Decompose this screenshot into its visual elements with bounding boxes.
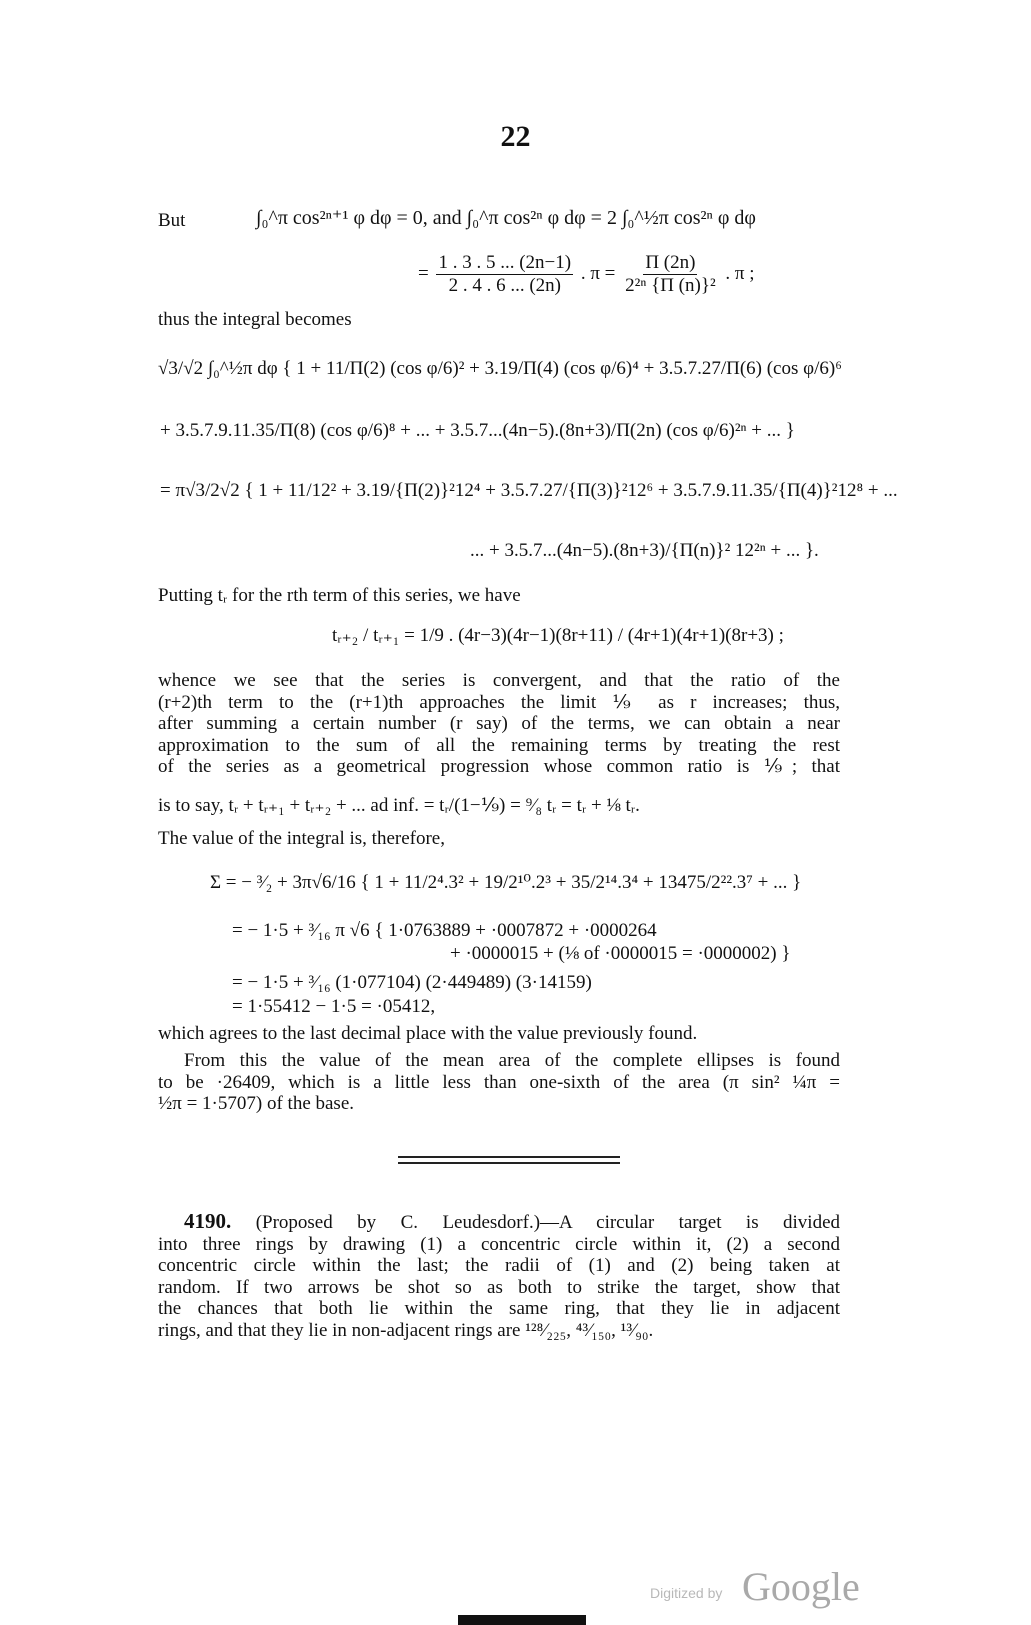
- google-logo: Google: [742, 1564, 860, 1609]
- problem-line: into three rings by drawing (1) a concentric circle within it, (2) a second: [158, 1233, 840, 1255]
- whence-line: (r+2)th term to the (r+1)th approaches the limit ⅑ as r increases; thus,: [158, 691, 840, 713]
- problem-line: rings, and that they lie in non-adjacent rings are ¹²⁸⁄₂₂₅, ⁴³⁄₁₅₀, ¹³⁄₉₀.: [158, 1319, 654, 1341]
- text-value: The value of the integral is, therefore,: [158, 828, 445, 849]
- series-line-1: √3/√2 ∫₀^½π dφ { 1 + 11/Π(2) (cos φ/6)² + 3.19/Π(4) (cos φ/6)⁴ + 3.5.7.27/Π(6) (cos φ/6)⁶: [158, 358, 842, 379]
- separator-rule-top: [398, 1156, 620, 1158]
- bottom-edge-mark: [458, 1615, 586, 1625]
- is-to-say-equation: is to say, tᵣ + tᵣ₊₁ + tᵣ₊₂ + ... ad inf. = tᵣ/(1−⅑) = ⁹⁄₈ tᵣ = tᵣ + ⅛ tᵣ.: [158, 795, 640, 816]
- eq1-frac-pi: $\frac{\Pi (2n)}{\text{2²ⁿ \{Π (n)\}²}}$: [625, 252, 716, 296]
- problem-line-1: 4190. (Proposed by C. Leudesdorf.)—A circular target is divided: [184, 1209, 841, 1233]
- eq1-integrals: ∫₀^π cos²ⁿ⁺¹ φ dφ = 0, and ∫₀^π cos²ⁿ φ dφ = 2 ∫₀^½π cos²ⁿ φ dφ: [256, 207, 756, 229]
- series-line-3: = π√3/2√2 { 1 + 11/12² + 3.19/{Π(2)}²12⁴ + 3.5.7.27/{Π(3)}²12⁶ + 3.5.7.9.11.35/{Π(4)}²12⁸ + ...: [160, 480, 898, 501]
- separator-rule-bottom: [398, 1162, 620, 1164]
- problem-line: concentric circle within the last; the radii of (1) and (2) being taken at: [158, 1255, 840, 1276]
- sigma-line-3: + ·0000015 + (⅛ of ·0000015 = ·0000002) }: [450, 943, 791, 964]
- problem-line: the chances that both lie within the same ring, that they lie in adjacent: [158, 1298, 840, 1319]
- eq1-frac-odd: $\frac{1 . 3 . 5 ... (2n-1)}{2 . 4 . 6 ... (2n)}$: [438, 252, 572, 296]
- paragraph-whence: [158, 670, 840, 778]
- text-agrees: which agrees to the last decimal place with the value previously found.: [158, 1023, 698, 1044]
- digitized-label: Digitized by: [650, 1585, 723, 1601]
- from-line: From this the value of the mean area of the complete ellipses is found: [184, 1050, 840, 1071]
- from-line: to be ·26409, which is a little less than one-sixth of the area (π sin² ¼π =: [158, 1071, 840, 1093]
- sigma-line-1: Σ = − ³⁄₂ + 3π√6/16 { 1 + 11/2⁴.3² + 19/2¹⁰.2³ + 35/2¹⁴.3⁴ + 13475/2²².3⁷ + ... }: [210, 872, 802, 893]
- sigma-line-4: = − 1·5 + ³⁄₁₆ (1·077104) (2·449489) (3·14159): [232, 972, 592, 993]
- digitized-watermark: [650, 1563, 900, 1611]
- series-line-4: ... + 3.5.7...(4n−5).(8n+3)/{Π(n)}² 12²ⁿ + ... }.: [470, 540, 819, 561]
- sigma-line-2: = − 1·5 + ³⁄₁₆ π √6 { 1·0763889 + ·0007872 + ·0000264: [232, 920, 657, 941]
- page-number: 22: [500, 120, 531, 153]
- paragraph-from: [158, 1050, 840, 1115]
- problem-line: random. If two arrows be shot so as both to strike the target, show that: [158, 1276, 840, 1298]
- ratio-equation: tᵣ₊₂ / tᵣ₊₁ = 1/9 . (4r−3)(4r−1)(8r+11) / (4r+1)(4r+1)(8r+3) ;: [332, 625, 784, 646]
- eq1-second-line: = $\frac{1 . 3 . 5 ... (2n-1)}{2 . 4 . 6 ... (2n)}$ . π = $\frac{\Pi (2n)}{\text{2²ⁿ \{Π (n)\}²}}$ . π ;: [418, 252, 755, 296]
- series-line-2: + 3.5.7.9.11.35/Π(8) (cos φ/6)⁸ + ... + 3.5.7...(4n−5).(8n+3)/Π(2n) (cos φ/6)²ⁿ + ... }: [160, 420, 795, 441]
- problem-number: 4190.: [184, 1209, 232, 1233]
- sigma-line-5: = 1·55412 − 1·5 = ·05412,: [232, 996, 436, 1017]
- problem-4190: [158, 1211, 840, 1341]
- text-integral-becomes: thus the integral becomes: [158, 309, 352, 330]
- from-line: ½π = 1·5707) of the base.: [158, 1093, 355, 1114]
- whence-line: whence we see that the series is convergent, and that the ratio of the: [158, 670, 840, 691]
- whence-line: of the series as a geometrical progression whose common ratio is ⅑; that: [158, 756, 840, 777]
- text-putting: Putting tᵣ for the rth term of this series, we have: [158, 585, 521, 606]
- whence-line: after summing a certain number (r say) of the terms, we can obtain a near: [158, 713, 840, 734]
- whence-line: approximation to the sum of all the remaining terms by treating the rest: [158, 734, 840, 756]
- eq1-lead: But: [158, 210, 186, 231]
